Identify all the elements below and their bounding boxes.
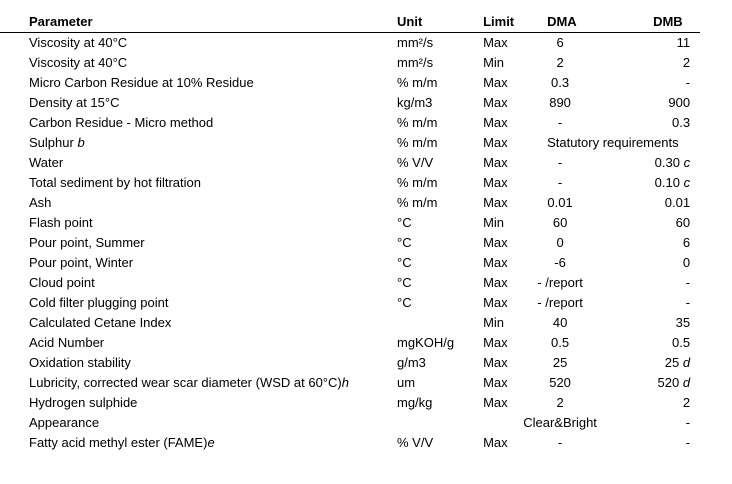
cell-dma: [515, 333, 605, 353]
cell-dmb: [605, 293, 700, 313]
cell-parameter: [0, 253, 367, 273]
cell-dmb-text: 0.01: [664, 195, 691, 210]
cell-dmb: [605, 113, 700, 133]
cell-parameter-text: Viscosity at 40°C: [29, 55, 128, 70]
cell-limit-text: Max: [483, 375, 508, 390]
cell-unit: [367, 313, 454, 333]
cell-limit: [454, 313, 515, 333]
cell-parameter: [0, 273, 367, 293]
table-row: [0, 253, 700, 273]
cell-unit: [367, 413, 454, 433]
cell-unit-text: °C: [397, 275, 412, 290]
header-parameter: Parameter: [0, 12, 367, 33]
cell-limit: [454, 253, 515, 273]
cell-dma: [515, 73, 605, 93]
cell-limit-text: Min: [483, 55, 505, 70]
cell-unit-text: °C: [397, 235, 412, 250]
cell-dma: [515, 233, 605, 253]
cell-parameter-text: Oxidation stability: [29, 355, 131, 370]
table-row: [0, 193, 700, 213]
cell-dmb-text: -: [685, 435, 691, 450]
cell-limit: [454, 153, 515, 173]
cell-dmb-text: 25: [664, 355, 680, 370]
cell-unit-text: mm²/s: [397, 55, 434, 70]
cell-dmb-text: 520: [657, 375, 680, 390]
cell-limit-text: Max: [483, 155, 508, 170]
cell-unit: [367, 253, 454, 273]
cell-dma: [515, 393, 605, 413]
cell-unit-text: % V/V: [397, 435, 434, 450]
cell-unit: [367, 213, 454, 233]
cell-parameter-text: Pour point, Winter: [29, 255, 134, 270]
cell-dma-text: 0: [556, 235, 564, 250]
table-body: [0, 33, 700, 454]
cell-dmb-text: 900: [668, 95, 691, 110]
cell-parameter-text: Ash: [29, 195, 52, 210]
cell-dma: [515, 433, 605, 453]
cell-dma: [515, 113, 605, 133]
cell-dma: [515, 413, 605, 433]
table-row: [0, 53, 700, 73]
cell-parameter: [0, 233, 367, 253]
cell-dma: [515, 53, 605, 73]
table-row: [0, 73, 700, 93]
cell-limit-text: Max: [483, 355, 508, 370]
cell-unit-text: mg/kg: [397, 395, 433, 410]
cell-parameter: [0, 93, 367, 113]
cell-limit: [454, 73, 515, 93]
cell-limit-text: Max: [483, 235, 508, 250]
cell-unit-text: °C: [397, 295, 412, 310]
cell-dma-text: 0.3: [551, 75, 570, 90]
cell-unit-text: % m/m: [397, 75, 438, 90]
cell-unit: [367, 133, 454, 153]
cell-dmb: [605, 53, 700, 73]
cell-limit: [454, 333, 515, 353]
cell-unit: [367, 93, 454, 113]
cell-unit-text: % V/V: [397, 155, 434, 170]
cell-limit-text: Max: [483, 255, 508, 270]
cell-parameter: [0, 73, 367, 93]
cell-parameter: [0, 313, 367, 333]
cell-parameter: [0, 293, 367, 313]
cell-unit: [367, 373, 454, 393]
cell-parameter-text: Fatty acid methyl ester (FAME): [29, 435, 208, 450]
cell-dmb: [605, 253, 700, 273]
cell-dmb: [605, 273, 700, 293]
cell-dmb-text: 6: [682, 235, 691, 250]
cell-dma: [515, 353, 605, 373]
fuel-spec-table: [0, 12, 700, 453]
cell-unit: [367, 53, 454, 73]
cell-dmb-text: 11: [676, 35, 691, 50]
table-row: [0, 393, 700, 413]
cell-parameter-text: Pour point, Summer: [29, 235, 145, 250]
cell-unit: [367, 173, 454, 193]
cell-parameter-text: Lubricity, corrected wear scar diameter (WSD at 60°C): [29, 375, 342, 390]
cell-parameter: [0, 113, 367, 133]
cell-unit: [367, 353, 454, 373]
cell-limit-text: Max: [483, 295, 508, 310]
cell-parameter: [0, 173, 367, 193]
cell-parameter: [0, 193, 367, 213]
cell-unit-text: um: [397, 375, 416, 390]
cell-dmb: [605, 153, 700, 173]
cell-dmb-text: 0.3: [672, 115, 691, 130]
cell-parameter-text: Micro Carbon Residue at 10% Residue: [29, 75, 254, 90]
cell-limit-text: Max: [483, 395, 508, 410]
cell-parameter-text: Cold filter plugging point: [29, 295, 169, 310]
cell-dma-text: 60: [552, 215, 568, 230]
fuel-spec-sheet: [0, 12, 732, 453]
cell-dma-text: 520: [549, 375, 571, 390]
cell-parameter: [0, 333, 367, 353]
cell-limit-text: Max: [483, 175, 508, 190]
cell-parameter-text: Viscosity at 40°C: [29, 35, 128, 50]
footnote-marker: c: [683, 175, 691, 190]
cell-parameter-text: Cloud point: [29, 275, 95, 290]
cell-parameter-text: Carbon Residue - Micro method: [29, 115, 214, 130]
table-row: [0, 93, 700, 113]
cell-dma: [515, 373, 605, 393]
cell-dma: [515, 273, 605, 293]
cell-dma-text: - /report: [537, 275, 583, 290]
cell-dmb-text: 0: [682, 255, 691, 270]
cell-unit-text: g/m3: [397, 355, 426, 370]
cell-parameter: [0, 373, 367, 393]
table-row: [0, 433, 700, 453]
cell-dma: [515, 213, 605, 233]
cell-unit-text: % m/m: [397, 135, 438, 150]
cell-limit: [454, 393, 515, 413]
cell-unit-text: % m/m: [397, 175, 438, 190]
table-row: [0, 173, 700, 193]
cell-parameter-text: Hydrogen sulphide: [29, 395, 138, 410]
cell-dma-text: 2: [556, 55, 564, 70]
cell-unit-text: °C: [397, 215, 412, 230]
cell-unit: [367, 293, 454, 313]
cell-limit: [454, 373, 515, 393]
cell-dma-text: -: [557, 155, 563, 170]
cell-limit: [454, 413, 515, 433]
cell-limit: [454, 233, 515, 253]
cell-parameter: [0, 53, 367, 73]
table-row: [0, 113, 700, 133]
cell-parameter-text: Acid Number: [29, 335, 105, 350]
cell-limit: [454, 173, 515, 193]
cell-unit: [367, 73, 454, 93]
cell-dmb: [605, 93, 700, 113]
table-row: [0, 273, 700, 293]
table-row: [0, 213, 700, 233]
cell-limit-text: Max: [483, 435, 508, 450]
cell-parameter-text: Appearance: [29, 415, 100, 430]
cell-dmb-text: 0.5: [672, 335, 691, 350]
cell-limit-text: Max: [483, 135, 508, 150]
cell-dmb: [605, 353, 700, 373]
cell-limit: [454, 33, 515, 54]
cell-dmb: [605, 413, 700, 433]
cell-unit: [367, 113, 454, 133]
cell-dma: [515, 173, 605, 193]
footnote-marker: h: [341, 375, 349, 390]
header-row: [0, 12, 700, 33]
cell-unit-text: mm²/s: [397, 35, 434, 50]
cell-dmb: [605, 73, 700, 93]
table-row: [0, 293, 700, 313]
cell-dma-dmb: [515, 133, 700, 153]
cell-parameter: [0, 353, 367, 373]
cell-dmb: [605, 393, 700, 413]
cell-limit-text: Min: [483, 315, 505, 330]
cell-limit-text: Max: [483, 35, 508, 50]
cell-parameter-text: Flash point: [29, 215, 93, 230]
cell-dma-text: 25: [552, 355, 568, 370]
cell-dma-text: Clear&Bright: [523, 415, 597, 430]
cell-dma-text: 6: [556, 35, 564, 50]
cell-dmb: [605, 213, 700, 233]
cell-dmb-text: 35: [675, 315, 691, 330]
table-row: [0, 233, 700, 253]
cell-dma: [515, 33, 605, 54]
cell-limit-text: Max: [483, 95, 508, 110]
cell-dmb: [605, 373, 700, 393]
header-limit: Limit: [454, 12, 515, 33]
cell-parameter: [0, 33, 367, 54]
cell-parameter: [0, 433, 367, 453]
cell-limit: [454, 213, 515, 233]
cell-unit-text: % m/m: [397, 115, 438, 130]
cell-limit: [454, 93, 515, 113]
cell-parameter: [0, 213, 367, 233]
cell-limit-text: Min: [483, 215, 505, 230]
cell-limit: [454, 433, 515, 453]
table-row: [0, 413, 700, 433]
cell-dma: [515, 153, 605, 173]
cell-dma: [515, 193, 605, 213]
cell-limit-text: Max: [483, 335, 508, 350]
cell-unit: [367, 433, 454, 453]
cell-unit: [367, 193, 454, 213]
cell-unit: [367, 273, 454, 293]
cell-dma: [515, 293, 605, 313]
cell-dma-dmb-text: Statutory requirements: [547, 135, 679, 150]
cell-dmb-text: 60: [675, 215, 691, 230]
cell-unit-text: kg/m3: [397, 95, 433, 110]
cell-dmb-text: 0.10: [654, 175, 680, 190]
cell-unit: [367, 333, 454, 353]
cell-dma-text: -: [557, 435, 563, 450]
table-row: [0, 353, 700, 373]
cell-dma-text: 0.5: [551, 335, 570, 350]
cell-limit: [454, 353, 515, 373]
cell-dmb-text: 0.30: [654, 155, 680, 170]
table-row: [0, 333, 700, 353]
cell-dmb-text: -: [685, 295, 691, 310]
cell-dma: [515, 93, 605, 113]
header-unit: Unit: [367, 12, 454, 33]
cell-dmb: [605, 173, 700, 193]
cell-dma-text: - /report: [537, 295, 583, 310]
cell-parameter-text: Water: [29, 155, 64, 170]
table-row: [0, 153, 700, 173]
footnote-marker: d: [682, 375, 691, 390]
cell-parameter: [0, 153, 367, 173]
cell-limit: [454, 133, 515, 153]
cell-limit-text: Max: [483, 195, 508, 210]
cell-dma-text: 890: [549, 95, 571, 110]
footnote-marker: d: [682, 355, 691, 370]
cell-unit: [367, 233, 454, 253]
table-header: [0, 12, 700, 33]
cell-dmb-text: 2: [682, 395, 691, 410]
table-row: [0, 373, 700, 393]
cell-dma-text: 2: [556, 395, 564, 410]
cell-unit-text: % m/m: [397, 195, 438, 210]
cell-parameter-text: Density at 15°C: [29, 95, 120, 110]
cell-limit-text: Max: [483, 275, 508, 290]
header-dmb: DMB: [605, 12, 700, 33]
cell-parameter: [0, 393, 367, 413]
cell-dmb: [605, 333, 700, 353]
cell-dma-text: -6: [554, 255, 566, 270]
cell-dma-text: -: [557, 115, 563, 130]
cell-dmb: [605, 313, 700, 333]
cell-dma-text: -: [557, 175, 563, 190]
cell-unit: [367, 153, 454, 173]
cell-dma-text: 0.01: [547, 195, 573, 210]
cell-dmb-text: 2: [682, 55, 691, 70]
cell-limit-text: Max: [483, 115, 508, 130]
cell-dmb-text: -: [685, 415, 691, 430]
table-row: [0, 133, 700, 153]
cell-limit: [454, 293, 515, 313]
cell-dmb: [605, 233, 700, 253]
cell-parameter: [0, 133, 367, 153]
cell-dmb-text: -: [685, 75, 691, 90]
cell-limit: [454, 53, 515, 73]
cell-unit-text: °C: [397, 255, 412, 270]
cell-dma: [515, 313, 605, 333]
cell-unit: [367, 33, 454, 54]
footnote-marker: e: [207, 435, 215, 450]
cell-dmb: [605, 193, 700, 213]
cell-parameter-text: Total sediment by hot filtration: [29, 175, 201, 190]
cell-limit-text: Max: [483, 75, 508, 90]
header-dma: DMA: [515, 12, 605, 33]
cell-dma: [515, 253, 605, 273]
cell-parameter: [0, 413, 367, 433]
cell-parameter-text: Sulphur: [29, 135, 74, 150]
cell-unit-text: mgKOH/g: [397, 335, 455, 350]
cell-limit: [454, 273, 515, 293]
cell-dma-text: 40: [552, 315, 568, 330]
cell-dmb-text: -: [685, 275, 691, 290]
table-row: [0, 313, 700, 333]
table-row: [0, 33, 700, 54]
cell-limit: [454, 193, 515, 213]
footnote-marker: c: [683, 155, 691, 170]
cell-limit: [454, 113, 515, 133]
cell-unit: [367, 393, 454, 413]
cell-dmb: [605, 433, 700, 453]
footnote-marker: b: [77, 135, 85, 150]
cell-parameter-text: Calculated Cetane Index: [29, 315, 172, 330]
cell-dmb: [605, 33, 700, 54]
